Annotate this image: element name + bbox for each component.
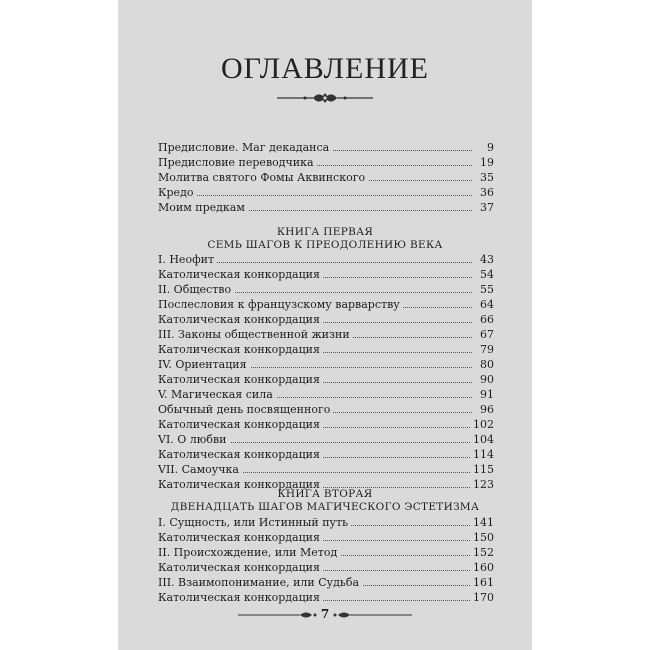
toc-entry	[158, 297, 494, 312]
toc-entry-page: 43	[477, 252, 494, 267]
page-number: 7	[320, 607, 330, 621]
toc-entry	[158, 252, 494, 267]
book-two-subtitle: ДВЕНАДЦАТЬ ШАГОВ МАГИЧЕСКОГО ЭСТЕТИЗМА	[170, 501, 480, 513]
toc-entry-page: 104	[470, 432, 494, 447]
toc-entry-title: Католическая конкордация	[158, 312, 323, 327]
toc-entry-page: 115	[470, 462, 494, 477]
toc-entry	[158, 372, 494, 387]
toc-entry-page: 9	[484, 140, 494, 155]
toc-entry	[158, 515, 494, 530]
toc-entry	[158, 417, 494, 432]
toc-entry	[158, 402, 494, 417]
toc-entry-title: Католическая конкордация	[158, 342, 323, 357]
toc-entry	[158, 545, 494, 560]
toc-entry-title: Послесловия к французскому варварству	[158, 297, 403, 312]
toc-entry	[158, 327, 494, 342]
book-one-label: КНИГА ПЕРВАЯ	[276, 226, 374, 238]
toc-entry	[158, 342, 494, 357]
toc-entry-title: Католическая конкордация	[158, 530, 323, 545]
toc-entry	[158, 560, 494, 575]
toc-entry-title: Католическая конкордация	[158, 560, 323, 575]
toc-front-matter	[158, 140, 494, 215]
page-footer	[118, 605, 532, 625]
toc-entry	[158, 185, 494, 200]
toc-entry-title: III. Взаимопонимание, или Судьба	[158, 575, 362, 590]
toc-entry	[158, 432, 494, 447]
toc-entry-page: 19	[477, 155, 494, 170]
toc-entry-title: Предисловие переводчика	[158, 155, 317, 170]
toc-entry-page: 141	[470, 515, 494, 530]
toc-entry-page: 91	[477, 387, 494, 402]
toc-entry	[158, 155, 494, 170]
toc-entry-title: Католическая конкордация	[158, 590, 323, 605]
toc-book-one	[158, 252, 494, 492]
toc-entry	[158, 282, 494, 297]
footer-ornament-right-icon	[332, 610, 412, 620]
toc-book-two	[158, 515, 494, 605]
toc-entry-title: I. Сущность, или Истинный путь	[158, 515, 351, 530]
toc-entry-page: 152	[470, 545, 494, 560]
toc-entry-title: Католическая конкордация	[158, 447, 323, 462]
toc-entry-page: 150	[470, 530, 494, 545]
ornament-divider-icon	[275, 90, 375, 106]
toc-entry-page: 64	[477, 297, 494, 312]
toc-entry-title: I. Неофит	[158, 252, 217, 267]
toc-entry-page: 55	[477, 282, 494, 297]
toc-entry	[158, 200, 494, 215]
toc-entry-title: Молитва святого Фомы Аквинского	[158, 170, 368, 185]
toc-entry	[158, 357, 494, 372]
toc-entry-title: Католическая конкордация	[158, 267, 323, 282]
toc-entry-page: 161	[470, 575, 494, 590]
toc-entry-page: 102	[470, 417, 494, 432]
toc-entry	[158, 462, 494, 477]
page-title: ОГЛАВЛЕНИЕ	[221, 52, 429, 85]
toc-entry	[158, 530, 494, 545]
toc-entry-title: V. Магическая сила	[158, 387, 276, 402]
toc-entry-title: II. Общество	[158, 282, 234, 297]
toc-entry	[158, 312, 494, 327]
toc-entry	[158, 575, 494, 590]
toc-entry-page: 123	[470, 477, 494, 492]
book-page	[118, 0, 532, 650]
toc-entry-title: II. Происхождение, или Метод	[158, 545, 340, 560]
toc-entry	[158, 267, 494, 282]
toc-entry-page: 54	[477, 267, 494, 282]
toc-entry	[158, 447, 494, 462]
book-two-label: КНИГА ВТОРАЯ	[277, 488, 373, 500]
toc-entry-page: 79	[477, 342, 494, 357]
toc-entry-title: Обычный день посвященного	[158, 402, 333, 417]
book-two-heading	[118, 488, 532, 514]
toc-entry-title: Католическая конкордация	[158, 372, 323, 387]
toc-entry-title: VII. Самоучка	[158, 462, 242, 477]
toc-entry-title: III. Законы общественной жизни	[158, 327, 353, 342]
toc-entry-title: Католическая конкордация	[158, 417, 323, 432]
book-one-subtitle: СЕМЬ ШАГОВ К ПРЕОДОЛЕНИЮ ВЕКА	[207, 239, 443, 251]
toc-entry	[158, 387, 494, 402]
toc-entry-page: 160	[470, 560, 494, 575]
toc-entry-title: IV. Ориентация	[158, 357, 250, 372]
toc-entry-page: 36	[477, 185, 494, 200]
toc-entry-title: Католическая конкордация	[158, 477, 323, 492]
toc-entry	[158, 140, 494, 155]
dot-leader	[158, 195, 472, 196]
book-one-heading	[118, 226, 532, 252]
toc-entry	[158, 590, 494, 605]
toc-entry-page: 170	[470, 590, 494, 605]
toc-entry	[158, 170, 494, 185]
toc-entry-page: 37	[477, 200, 494, 215]
toc-entry-page: 67	[477, 327, 494, 342]
toc-entry-page: 66	[477, 312, 494, 327]
toc-entry-page: 96	[477, 402, 494, 417]
toc-entry-page: 35	[477, 170, 494, 185]
toc-entry-title: Моим предкам	[158, 200, 248, 215]
toc-entry-title: Кредо	[158, 185, 196, 200]
toc-entry-title: Предисловие. Маг декаданса	[158, 140, 332, 155]
toc-entry-title: VI. О любви	[158, 432, 230, 447]
toc-entry-page: 90	[477, 372, 494, 387]
toc-entry-page: 114	[470, 447, 494, 462]
toc-entry-page: 80	[477, 357, 494, 372]
